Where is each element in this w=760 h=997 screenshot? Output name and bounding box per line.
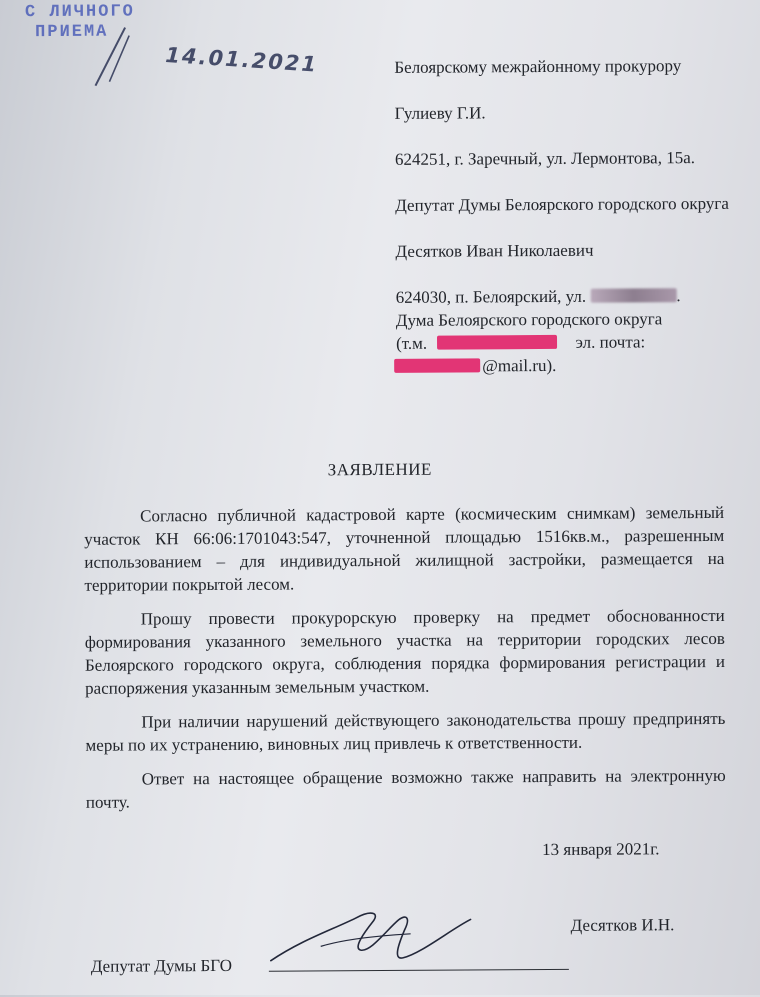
handwritten-signature-icon bbox=[260, 899, 480, 975]
email-label: эл. почта: bbox=[575, 332, 646, 352]
stamp-line-1: С ЛИЧНОГО bbox=[24, 2, 135, 23]
prosecutor-name: Гулиеву Г.И. bbox=[394, 103, 486, 123]
paragraph-3: При наличии нарушений действующего законодательства прошу предпринять меры по их устранению, виновных лиц привлечь к ответственности. bbox=[85, 708, 726, 755]
redacted-phone bbox=[437, 335, 557, 350]
signer-position: Депутат Думы БГО bbox=[90, 955, 233, 976]
prosecutor-office: Белоярскому межрайонному прокурору bbox=[394, 56, 682, 77]
email-domain: @mail.ru). bbox=[482, 355, 557, 376]
phone-label: (т.м. bbox=[395, 333, 428, 353]
redacted-email bbox=[394, 358, 480, 373]
paragraph-4: Ответ на настоящее обращение возможно также направить на электронную почту. bbox=[85, 765, 726, 812]
sender-position: Депутат Думы Белоярского городского округа bbox=[395, 193, 729, 215]
stamp-date: 14.01.2021 bbox=[164, 42, 319, 77]
document-title: ЗАЯВЛЕНИЕ bbox=[327, 459, 432, 480]
document-body bbox=[84, 501, 726, 825]
paragraph-2: Прошу провести прокурорскую проверку на предмет обоснованности формирования указанного земельного участка на территории городских лесов Белоярского городского округа, соблюдения порядка формирования регистрации и распоряжения указанным земельным участком. bbox=[84, 605, 726, 698]
sender-address-end: . bbox=[676, 286, 681, 306]
signature-block bbox=[90, 898, 740, 982]
sender-address: 624030, п. Белоярский, ул. bbox=[395, 286, 587, 307]
sender-contacts bbox=[396, 284, 737, 378]
paragraph-1: Согласно публичной кадастровой карте (космическим снимкам) земельный участок КН 66:06:1701043:547, уточненной площадью 1516кв.м., разрешенным использованием – для индивидуальной жилищной застройки, размещается на территории покрытой лесом. bbox=[84, 502, 725, 595]
sender-name: Десятков Иван Николаевич bbox=[395, 240, 594, 261]
redacted-street bbox=[590, 288, 676, 303]
document-date: 13 января 2021г. bbox=[542, 839, 660, 860]
sender-org: Дума Белоярского городского округа bbox=[395, 309, 663, 330]
prosecutor-address: 624251, г. Заречный, ул. Лермонтова, 15а. bbox=[394, 148, 696, 169]
signer-name: Десятков И.Н. bbox=[570, 915, 675, 935]
email-line bbox=[394, 353, 736, 378]
stamp-line-2: ПРИЕМА bbox=[35, 22, 109, 43]
addressee-block bbox=[394, 54, 736, 378]
sender-address-line bbox=[396, 284, 736, 309]
contact-line bbox=[396, 330, 736, 355]
